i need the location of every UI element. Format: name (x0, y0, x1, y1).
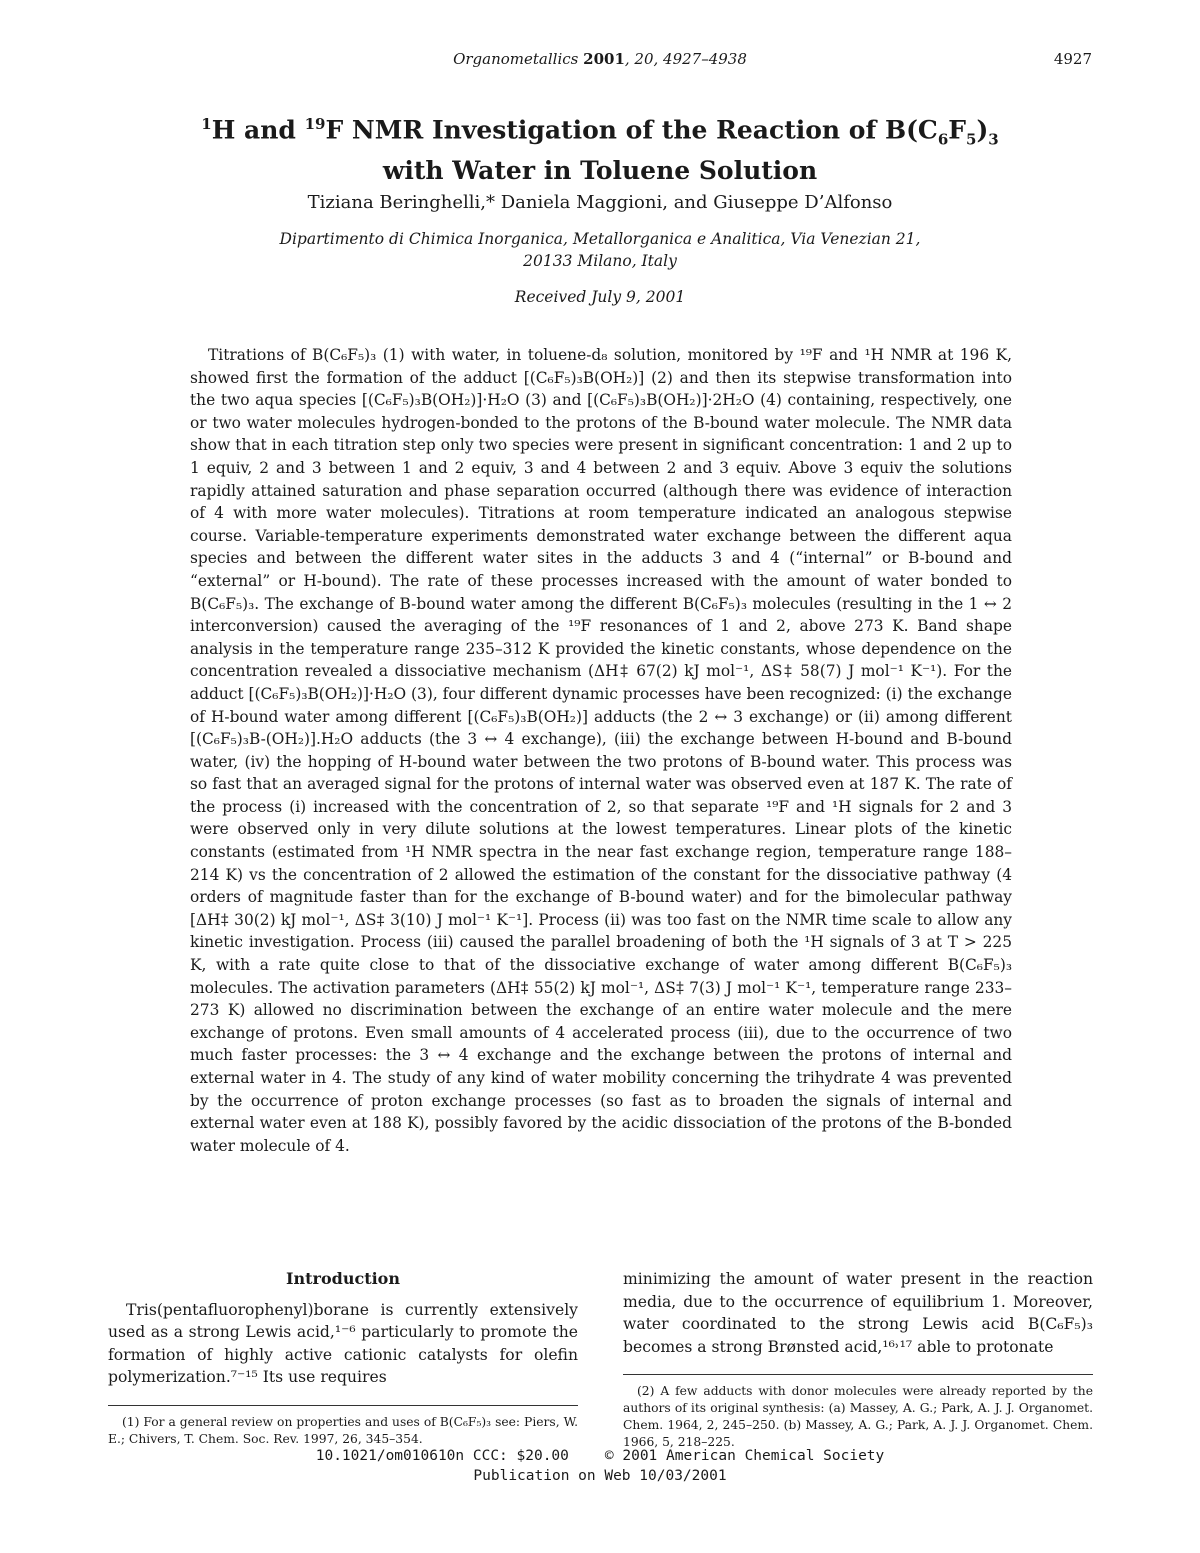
footnote-divider (108, 1405, 578, 1406)
abstract: Titrations of B(C₆F₅)₃ (1) with water, in toluene-d₈ solution, monitored by ¹⁹F and ¹H NMR at 196 K, showed first the formation of the adduct [(C₆F₅)₃B(OH₂)] (2) and then its stepwise transformation into the two aqua species [(C₆F₅)₃B(OH₂)]·H₂O (3) and [(C₆F₅)₃B(OH₂)]·2H₂O (4) containing, respectively, one or two water molecules hydrogen-bonded to the protons of the B-bound water molecule. The NMR data show that in each titration step only two species were present in significant concentration: 1 and 2 up to 1 equiv, 2 and 3 between 1 and 2 equiv, 3 and 4 between 2 and 3 equiv. Above 3 equiv the solutions rapidly attained saturation and phase separation occurred (although there was evidence of interaction of 4 with more water molecules). Titrations at room temperature indicated an analogous stepwise course. Variable-temperature experiments demonstrated water exchange between the different aqua species and between the different water sites in the adducts 3 and 4 (“internal” or B-bound and “external” or H-bound). The rate of these processes increased with the amount of water bonded to B(C₆F₅)₃. The exchange of B-bound water among the different B(C₆F₅)₃ molecules (resulting in the 1 ↔ 2 interconversion) caused the averaging of the ¹⁹F resonances of 1 and 2, above 273 K. Band shape analysis in the temperature range 235–312 K provided the kinetic constants, whose dependence on the concentration revealed a dissociative mechanism (ΔH‡ 67(2) kJ mol⁻¹, ΔS‡ 58(7) J mol⁻¹ K⁻¹). For the adduct [(C₆F₅)₃B(OH₂)]·H₂O (3), four different dynamic processes have been recognized: (i) the exchange of H-bound water among different [(C₆F₅)₃B(OH₂)] adducts (the 2 ↔ 3 exchange) or (ii) among different [(C₆F₅)₃B-(OH₂)].H₂O adducts (the 3 ↔ 4 exchange), (iii) the exchange between H-bound and B-bound water, (iv) the hopping of H-bound water between the two protons of B-bound water. This process was so fast that an averaged signal for the protons of internal water was observed even at 187 K. The rate of the process (i) increased with the concentration of 2, so that separate ¹⁹F and ¹H signals for 2 and 3 were observed only in very dilute solutions at the lowest temperatures. Linear plots of the kinetic constants (estimated from ¹H NMR spectra in the near fast exchange region, temperature range 188–214 K) vs the concentration of 2 allowed the estimation of the constant for the dissociative pathway (4 orders of magnitude faster than for the exchange of B-bound water) and for the bimolecular pathway [ΔH‡ 30(2) kJ mol⁻¹, ΔS‡ 3(10) J mol⁻¹ K⁻¹]. Process (ii) was too fast on the NMR time scale to allow any kinetic investigation. Process (iii) caused the parallel broadening of both the ¹H signals of 3 at T > 225 K, with a rate quite close to that of the dissociative exchange of water among different B(C₆F₅)₃ molecules. The activation parameters (ΔH‡ 55(2) kJ mol⁻¹, ΔS‡ 7(3) J mol⁻¹ K⁻¹, temperature range 233–273 K) allowed no discrimination between the exchange of an entire water molecule and the mere exchange of protons. Even small amounts of 4 accelerated process (iii), due to the occurrence of two much faster processes: the 3 ↔ 4 exchange and the exchange between the protons of internal and external water in 4. The study of any kind of water mobility concerning the trihydrate 4 was prevented by the occurrence of proton exchange processes (so fast as to broaden the signals of internal and external water even at 188 K), possibly favored by the acidic dissociation of the protons of the B-bonded water molecule of 4. (190, 346, 1012, 1155)
journal-name: Organometallics (453, 50, 579, 68)
title-sub: 5 (966, 130, 977, 149)
title-sub: 3 (988, 130, 999, 149)
affiliation-line-1: Dipartimento di Chimica Inorganica, Metallorganica e Analitica, Via Venezian 21, (279, 230, 921, 248)
title-part: F (948, 115, 966, 145)
received-date: Received July 9, 2001 (514, 288, 686, 306)
title-part: ) (976, 115, 989, 145)
journal-year: 2001 (583, 50, 625, 68)
title-part: H and (211, 115, 305, 145)
publication-date: Publication on Web 10/03/2001 (473, 1468, 727, 1484)
running-header (0, 50, 1200, 68)
introduction-paragraph-right: minimizing the amount of water present in the reaction media, due to the occurrence of equilibrium 1. Moreover, water coordinated to the strong Lewis acid B(C₆F₅)₃ becomes a strong Brønsted acid,¹⁶˒¹⁷ able to protonate (623, 1270, 1093, 1356)
title-part: F NMR Investigation of the Reaction of B(C (325, 115, 938, 145)
doi-price: 10.1021/om010610n CCC: $20.00 (315, 1448, 569, 1464)
footnote-divider (623, 1374, 1093, 1375)
title-sup: 19 (304, 115, 326, 133)
affiliation-line-2: 20133 Milano, Italy (523, 252, 677, 270)
footnote-2: (2) A few adducts with donor molecules were already reported by the authors of its original synthesis: (a) Massey, A. G.; Park, A. J. J. Organomet. Chem. 1964, 2, 245–250. (b) Massey, A. G.; Park, A. J. J. Organomet. Chem. 1966, 5, 218–225. (623, 1384, 1093, 1449)
left-column (108, 1268, 578, 1448)
section-heading-introduction: Introduction (286, 1269, 400, 1288)
footer-line-1 (0, 1448, 1200, 1464)
affiliation (0, 228, 1200, 272)
footnote-1: (1) For a general review on properties and uses of B(C₆F₅)₃ see: Piers, W. E.; Chivers, T. Chem. Soc. Rev. 1997, 26, 345–354. (108, 1414, 578, 1446)
title-line-1 (0, 108, 1200, 155)
right-column (623, 1268, 1093, 1451)
introduction-paragraph-left: Tris(pentafluorophenyl)borane is currently extensively used as a strong Lewis acid,¹⁻⁶ particularly to promote the formation of highly active cationic catalysts for olefin polymerization.⁷⁻¹⁵ Its use requires (108, 1300, 578, 1386)
copyright: © 2001 American Chemical Society (604, 1448, 885, 1464)
article-title (0, 108, 1200, 187)
title-line-2: with Water in Toluene Solution (382, 156, 818, 186)
title-sub: 6 (937, 130, 949, 149)
title-sup: 1 (201, 115, 212, 133)
journal-citation: , 20, 4927–4938 (624, 50, 747, 68)
page-number: 4927 (1053, 50, 1092, 68)
author-list: Tiziana Beringhelli,* Daniela Maggioni, and Giuseppe D’Alfonso (307, 192, 893, 213)
